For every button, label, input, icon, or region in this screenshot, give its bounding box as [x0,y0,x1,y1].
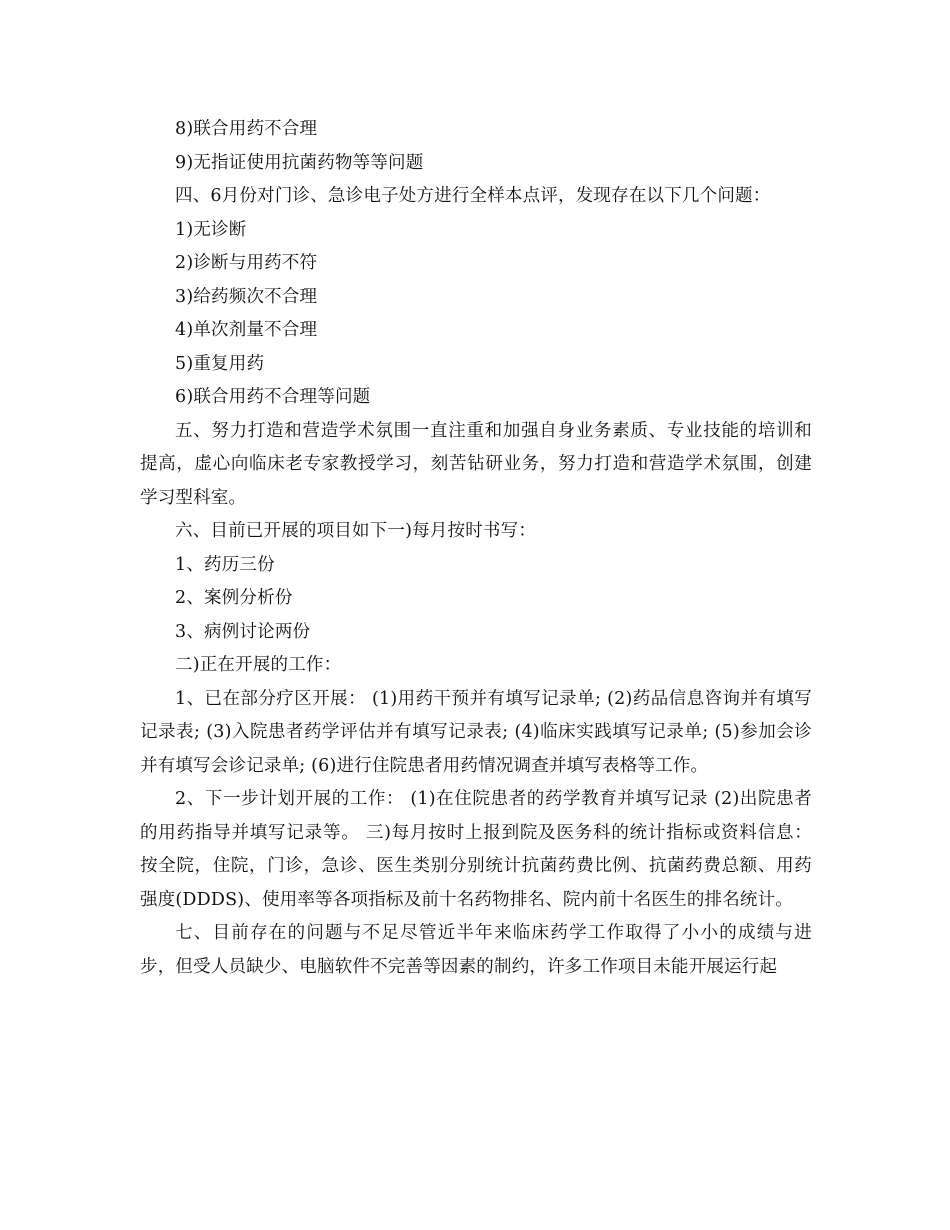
document-body [140,113,812,984]
list-item: 9)无指证使用抗菌药物等等问题 [175,152,424,173]
paragraph-work-2: 2、下一步计划开展的工作： (1)在住院患者的药学教育并填写记录 (2)出院患者的用药指导并填写记录等。 三)每月按时上报到院及医务科的统计指标或资料信息： 按全院，住院，门诊，急诊、医生类别分别统计抗菌药费比例、抗菌药费总额、用药强度(DDDS)、使用率等各项指标及前十名药物排名、院内前十名医生的排名统计。 [140,789,812,910]
paragraph-work-1: 1、已在部分疗区开展： (1)用药干预并有填写记录单; (2)药品信息咨询并有填写记录表; (3)入院患者药学评估并有填写记录表; (4)临床实践填写记录单; (5)参加会诊并有填写会诊记录单; (6)进行住院患者用药情况调查并填写表格等工作。 [140,688,812,776]
list-item: 4)单次剂量不合理 [175,320,318,340]
list-item: 8)联合用药不合理 [175,119,318,139]
list-item: 5)重复用药 [175,353,265,374]
subsection-heading: 二)正在开展的工作： [175,655,342,675]
list-item: 3、病例讨论两份 [175,621,311,642]
paragraph-section-five: 五、努力打造和营造学术氛围一直注重和加强自身业务素质、专业技能的培训和提高，虚心向临床老专家教授学习，刻苦钻研业务，努力打造和营造学术氛围，创建学习型科室。 [140,420,812,508]
list-item: 3)给药频次不合理 [175,286,318,307]
list-item: 6)联合用药不合理等问题 [175,387,371,407]
paragraph-section-seven: 七、目前存在的问题与不足尽管近半年来临床药学工作取得了小小的成绩与进步，但受人员缺少、电脑软件不完善等因素的制约，许多工作项目未能开展运行起 [140,923,812,977]
section-heading: 六、目前已开展的项目如下一)每月按时书写： [175,521,537,541]
list-item: 2)诊断与用药不符 [175,253,318,273]
list-item: 2、案例分析份 [175,588,293,608]
list-item: 1)无诊断 [175,219,247,240]
section-heading: 四、6月份对门诊、急诊电子处方进行全样本点评，发现存在以下几个问题： [175,186,771,206]
list-item: 1、药历三份 [175,554,275,575]
